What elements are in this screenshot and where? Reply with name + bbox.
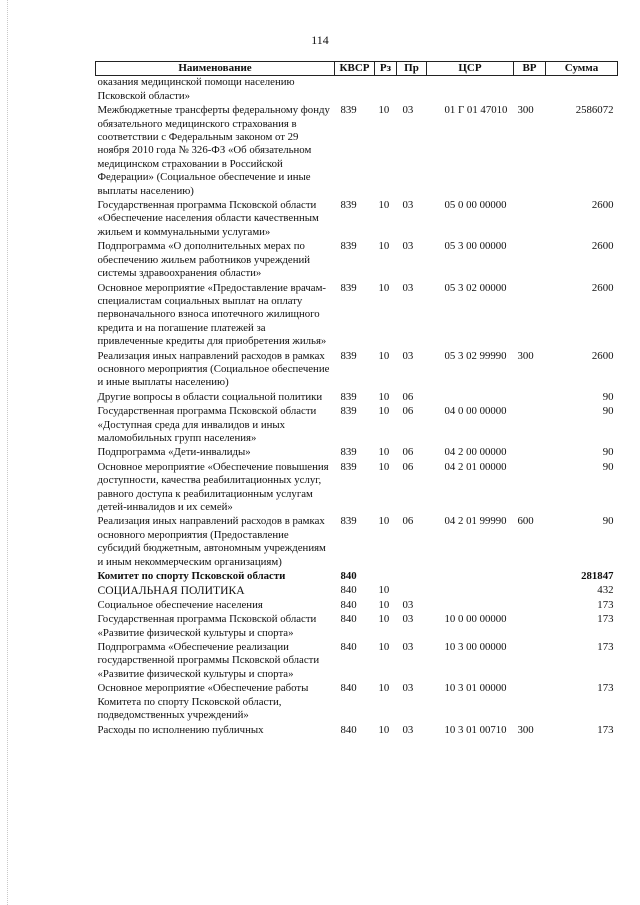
cell-name: Государственная программа Псковской области «Обеспечение населения области качественным жильем и коммунальными услугами»	[97, 199, 319, 238]
cell-sum: 173	[597, 598, 614, 611]
cell-vr	[514, 640, 546, 681]
cell-name: Расходы по исполнению публичных	[97, 723, 264, 736]
table-row	[96, 569, 618, 583]
cell-vr	[514, 460, 546, 515]
cell-csr: 10 3 01 00000	[444, 682, 507, 695]
cell-kvsr: 839	[340, 515, 357, 528]
table-row	[96, 281, 618, 349]
cell-pr: 03	[402, 240, 414, 253]
cell-sum: 173	[597, 682, 614, 695]
cell-sum: 2600	[591, 199, 614, 212]
cell-kvsr: 839	[340, 199, 357, 212]
cell-name: Подпрограмма «О дополнительных мерах по обеспечению жильем работников учреждений системы здравоохранения области»	[97, 240, 311, 280]
cell-rz: 10	[378, 281, 390, 294]
header-vr: ВР	[514, 62, 546, 76]
cell-vr	[514, 76, 546, 103]
page-number: 114	[311, 33, 329, 47]
cell-kvsr: 839	[340, 281, 357, 294]
cell-name: Межбюджетные трансферты федеральному фонду обязательного медицинского страхования в соответствии с Федеральным законом от 29 ноября 2010 года № 326-ФЗ «Об обязательном медицинском страховании в Российской Федерации» (Социальное обеспечение и иные выплаты населению)	[97, 104, 330, 197]
cell-sum: 90	[602, 446, 614, 459]
cell-pr: 03	[402, 281, 414, 294]
cell-csr: 05 3 02 99990	[444, 349, 507, 362]
table-row	[96, 612, 618, 640]
cell-sum: 173	[597, 723, 614, 736]
cell-rz: 10	[378, 641, 390, 654]
cell-rz: 10	[378, 349, 390, 362]
budget-table-container	[95, 61, 617, 737]
table-row	[96, 239, 618, 280]
cell-csr: 10 0 00 00000	[444, 613, 507, 626]
cell-pr: 06	[402, 515, 414, 528]
cell-sum: 2586072	[575, 104, 614, 117]
cell-rz: 10	[378, 515, 390, 528]
cell-vr	[514, 598, 546, 612]
cell-vr	[514, 569, 546, 583]
cell-sum: 432	[597, 584, 614, 597]
cell-vr	[514, 390, 546, 404]
cell-kvsr: 839	[340, 460, 357, 473]
cell-pr: 06	[402, 405, 414, 418]
cell-vr	[514, 445, 546, 459]
cell-kvsr: 839	[340, 405, 357, 418]
cell-kvsr: 839	[340, 349, 357, 362]
table-row	[96, 460, 618, 515]
cell-vr	[514, 198, 546, 239]
cell-rz: 10	[378, 613, 390, 626]
cell-csr: 05 3 02 00000	[444, 281, 507, 294]
cell-pr	[397, 76, 427, 103]
cell-rz: 10	[378, 104, 390, 117]
cell-kvsr: 840	[340, 641, 357, 654]
cell-kvsr: 840	[340, 584, 357, 597]
cell-sum: 173	[597, 641, 614, 654]
cell-sum: 2600	[591, 240, 614, 253]
table-row	[96, 404, 618, 445]
cell-kvsr: 840	[340, 723, 357, 736]
cell-name: Комитет по спорту Псковской области	[97, 570, 286, 583]
cell-kvsr: 839	[340, 390, 357, 403]
cell-pr: 06	[402, 390, 414, 403]
table-row	[96, 445, 618, 459]
cell-sum: 281847	[581, 570, 614, 583]
cell-kvsr: 840	[340, 598, 357, 611]
table-body	[96, 76, 618, 737]
cell-name: Подпрограмма «Обеспечение реализации государственной программы Псковской области «Развитие физической культуры и спорта»	[97, 641, 320, 680]
cell-vr	[514, 583, 546, 597]
cell-csr: 10 3 01 00710	[444, 723, 507, 736]
cell-csr	[427, 390, 514, 404]
cell-kvsr	[335, 76, 375, 103]
cell-name: оказания медицинской помощи населению Псковской области»	[97, 76, 295, 102]
table-row	[96, 640, 618, 681]
cell-name: Основное мероприятие «Обеспечение повышения доступности, качества реабилитационных услуг, равного доступа к реабилитационным услугам детей-инвалидов и их семей»	[97, 460, 329, 513]
cell-rz: 10	[378, 390, 390, 403]
header-csr: ЦСР	[427, 62, 514, 76]
cell-csr: 05 3 00 00000	[444, 240, 507, 253]
cell-csr	[427, 76, 514, 103]
budget-table	[95, 61, 618, 737]
cell-name: Основное мероприятие «Обеспечение работы Комитета по спорту Псковской области, подведомственных учреждений»	[97, 682, 309, 722]
table-row	[96, 598, 618, 612]
cell-pr: 06	[402, 446, 414, 459]
cell-kvsr: 840	[340, 570, 357, 583]
cell-name: Подпрограмма «Дети-инвалиды»	[97, 446, 251, 459]
cell-sum: 90	[602, 390, 614, 403]
cell-vr	[514, 612, 546, 640]
cell-csr	[427, 583, 514, 597]
cell-kvsr: 840	[340, 682, 357, 695]
cell-name: Реализация иных направлений расходов в рамках основного мероприятия (Социальное обеспечение и иные выплаты населению)	[97, 349, 330, 389]
cell-kvsr: 840	[340, 613, 357, 626]
header-pr: Пр	[397, 62, 427, 76]
table-row	[96, 198, 618, 239]
cell-pr: 03	[402, 723, 414, 736]
cell-rz	[375, 569, 397, 583]
cell-sum	[546, 76, 618, 103]
cell-csr	[427, 569, 514, 583]
cell-csr: 04 2 01 99990	[444, 515, 507, 528]
cell-vr: 300	[517, 349, 534, 362]
cell-vr: 600	[517, 515, 534, 528]
cell-vr: 300	[517, 723, 534, 736]
cell-rz: 10	[378, 723, 390, 736]
cell-csr: 04 0 00 00000	[444, 405, 507, 418]
cell-pr: 03	[402, 613, 414, 626]
table-row	[96, 681, 618, 722]
table-row	[96, 103, 618, 198]
cell-csr: 04 2 01 00000	[444, 460, 507, 473]
cell-name: Государственная программа Псковской области «Развитие физической культуры и спорта»	[97, 613, 317, 639]
cell-sum: 90	[602, 405, 614, 418]
cell-pr	[397, 569, 427, 583]
cell-csr: 04 2 00 00000	[444, 446, 507, 459]
cell-pr	[397, 583, 427, 597]
cell-rz: 10	[378, 598, 390, 611]
cell-csr: 01 Г 01 47010	[444, 104, 508, 117]
cell-sum: 2600	[591, 281, 614, 294]
cell-rz	[375, 76, 397, 103]
header-name: Наименование	[96, 62, 335, 76]
cell-name: Социальное обеспечение населения	[97, 598, 263, 611]
cell-vr: 300	[517, 104, 534, 117]
cell-name: Основное мероприятие «Предоставление врачам-специалистам социальных выплат на оплату первоначального взноса ипотечного жилищного кредита и на погашение платежей за привлеченные кредиты для приобретения жилья»	[97, 281, 327, 348]
table-row	[96, 390, 618, 404]
cell-rz: 10	[378, 405, 390, 418]
header-rz: Рз	[375, 62, 397, 76]
cell-vr	[514, 281, 546, 349]
header-kvsr: КВСР	[335, 62, 375, 76]
cell-pr: 06	[402, 460, 414, 473]
cell-rz: 10	[378, 240, 390, 253]
cell-rz: 10	[378, 199, 390, 212]
header-sum: Сумма	[546, 62, 618, 76]
cell-pr: 03	[402, 104, 414, 117]
table-row	[96, 349, 618, 390]
cell-sum: 173	[597, 613, 614, 626]
cell-csr: 05 0 00 00000	[444, 199, 507, 212]
cell-pr: 03	[402, 641, 414, 654]
cell-rz: 10	[378, 460, 390, 473]
cell-csr	[427, 598, 514, 612]
table-row	[96, 583, 618, 597]
table-row	[96, 76, 618, 103]
cell-sum: 2600	[591, 349, 614, 362]
cell-pr: 03	[402, 349, 414, 362]
cell-vr	[514, 681, 546, 722]
cell-kvsr: 839	[340, 446, 357, 459]
cell-sum: 90	[602, 515, 614, 528]
cell-vr	[514, 404, 546, 445]
scan-edge-marks	[7, 0, 9, 905]
cell-vr	[514, 239, 546, 280]
table-row	[96, 723, 618, 737]
cell-csr: 10 3 00 00000	[444, 641, 507, 654]
cell-pr: 03	[402, 199, 414, 212]
cell-pr: 03	[402, 598, 414, 611]
table-header-row	[96, 62, 618, 76]
cell-rz: 10	[378, 446, 390, 459]
cell-name: Другие вопросы в области социальной политики	[97, 390, 323, 403]
cell-name: СОЦИАЛЬНАЯ ПОЛИТИКА	[97, 584, 245, 598]
cell-kvsr: 839	[340, 240, 357, 253]
table-row	[96, 514, 618, 569]
cell-name: Реализация иных направлений расходов в рамках основного мероприятия (Предоставление субсидий бюджетным, автономным учреждениям и иным некоммерческим организациям)	[97, 515, 326, 568]
cell-pr: 03	[402, 682, 414, 695]
cell-kvsr: 839	[340, 104, 357, 117]
cell-rz: 10	[378, 584, 390, 597]
cell-name: Государственная программа Псковской области «Доступная среда для инвалидов и иных маломобильных групп населения»	[97, 405, 317, 444]
cell-sum: 90	[602, 460, 614, 473]
cell-rz: 10	[378, 682, 390, 695]
